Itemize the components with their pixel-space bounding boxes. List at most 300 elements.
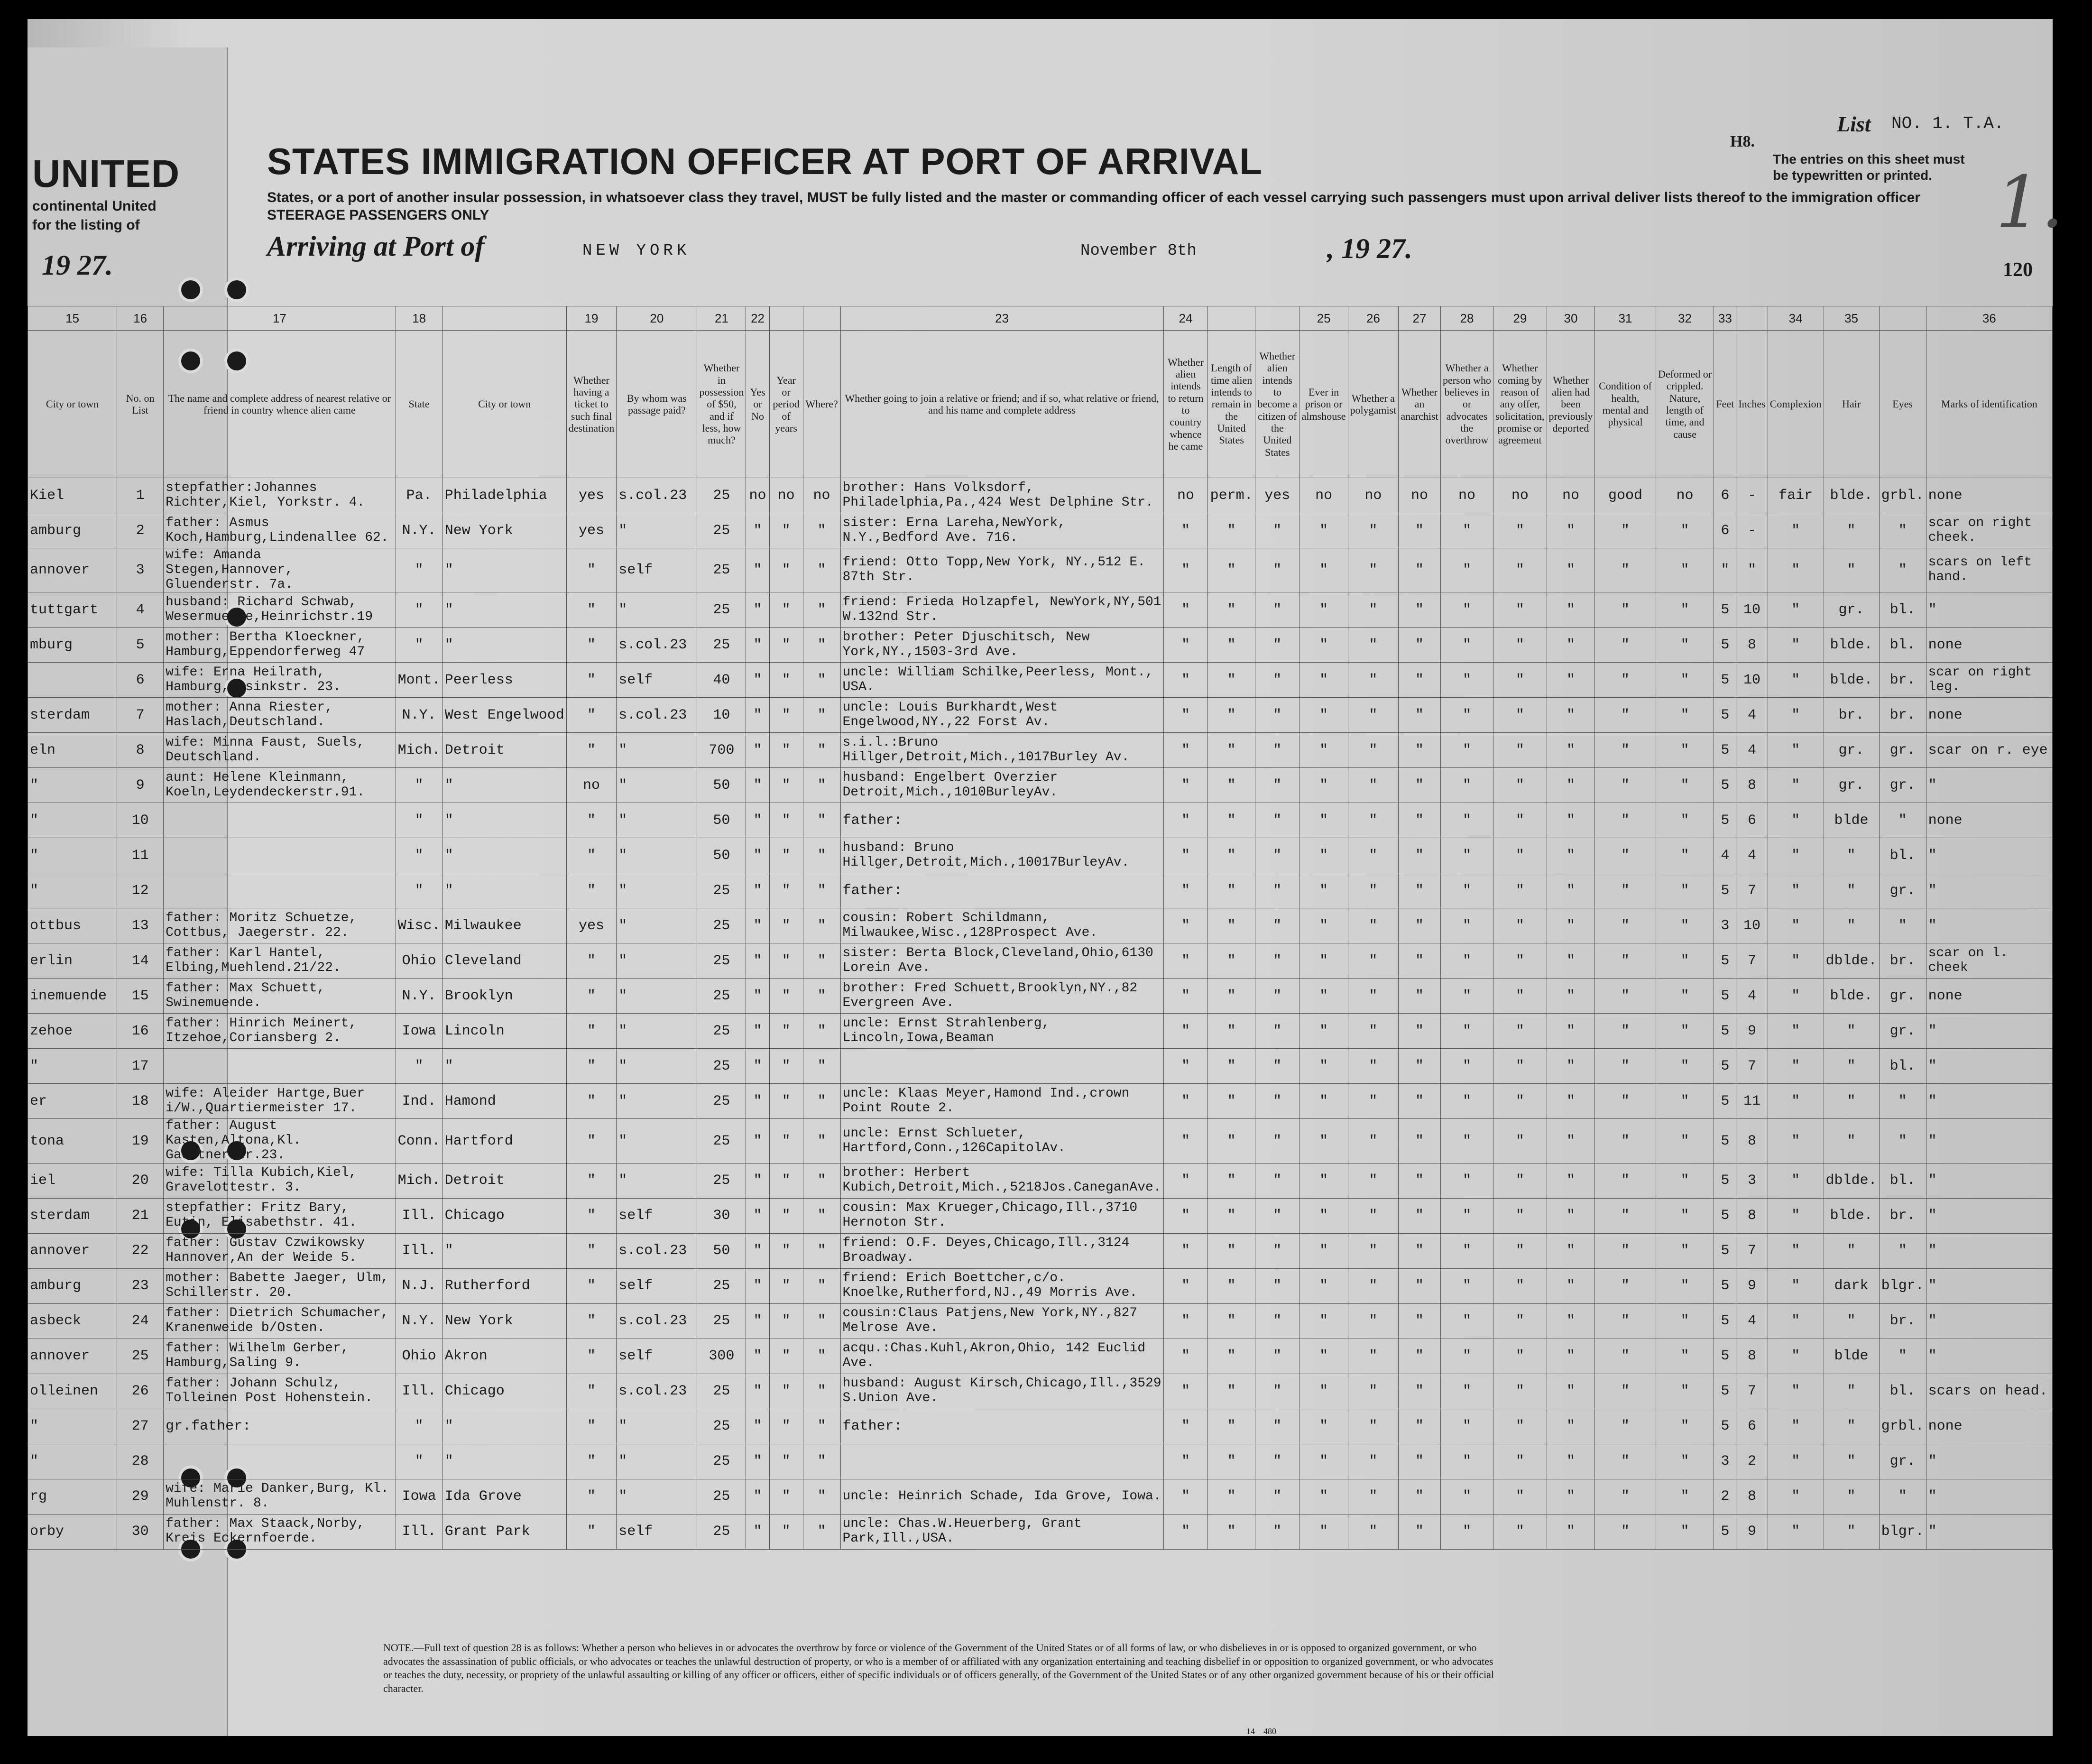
table-cell: " bbox=[396, 592, 442, 628]
table-cell: " bbox=[1299, 1268, 1348, 1303]
column-header: Yes or No bbox=[746, 331, 769, 478]
table-cell: " bbox=[769, 838, 803, 873]
table-cell: " bbox=[1399, 592, 1440, 628]
column-header: No. on List bbox=[117, 331, 164, 478]
table-cell: scar on right leg. bbox=[1926, 663, 2052, 698]
table-cell: " bbox=[617, 943, 697, 979]
punch-hole bbox=[224, 277, 249, 302]
table-cell: " bbox=[1493, 1163, 1547, 1198]
table-cell bbox=[164, 1049, 396, 1084]
table-cell: " bbox=[1255, 1198, 1299, 1233]
table-cell: " bbox=[1824, 1514, 1879, 1549]
table-cell: " bbox=[1547, 592, 1595, 628]
table-cell: 4 bbox=[1736, 979, 1768, 1014]
table-cell: " bbox=[1768, 1268, 1824, 1303]
table-cell: " bbox=[769, 943, 803, 979]
table-cell: " bbox=[769, 1119, 803, 1163]
table-cell: " bbox=[1440, 1339, 1493, 1374]
table-cell: " bbox=[1399, 838, 1440, 873]
table-cell: " bbox=[1595, 548, 1656, 592]
column-number: 22 bbox=[746, 306, 769, 331]
table-cell: " bbox=[1208, 943, 1255, 979]
table-cell: " bbox=[566, 663, 617, 698]
table-cell: " bbox=[396, 1444, 442, 1479]
table-cell: " bbox=[1255, 1514, 1299, 1549]
table-cell: " bbox=[442, 768, 566, 803]
table-cell: " bbox=[1163, 1339, 1208, 1374]
table-cell: " bbox=[1208, 628, 1255, 663]
table-cell: " bbox=[769, 548, 803, 592]
table-row bbox=[28, 478, 2053, 513]
table-cell: " bbox=[1348, 628, 1399, 663]
table-cell: " bbox=[1595, 1444, 1656, 1479]
table-cell: " bbox=[1440, 1233, 1493, 1268]
table-cell: " bbox=[1299, 733, 1348, 768]
table-cell: " bbox=[566, 1084, 617, 1119]
table-cell: " bbox=[1547, 1444, 1595, 1479]
table-cell: " bbox=[1493, 873, 1547, 908]
table-cell: " bbox=[566, 698, 617, 733]
table-cell: father: Johann Schulz, Tolleinen Post Hohenstein. bbox=[164, 1374, 396, 1409]
table-cell: " bbox=[1299, 1303, 1348, 1339]
table-cell: aunt: Helene Kleinmann, Koeln,Leydendeckerstr.91. bbox=[164, 768, 396, 803]
column-number: 18 bbox=[396, 306, 442, 331]
column-number: 20 bbox=[617, 306, 697, 331]
column-number bbox=[442, 306, 566, 331]
table-cell: 25 bbox=[697, 1049, 746, 1084]
table-cell: 25 bbox=[117, 1339, 164, 1374]
table-cell: " bbox=[1595, 592, 1656, 628]
table-cell: " bbox=[1299, 513, 1348, 548]
table-cell: " bbox=[1399, 548, 1440, 592]
table-cell: 5 bbox=[1714, 1233, 1736, 1268]
table-cell: " bbox=[769, 873, 803, 908]
table-cell: iel bbox=[28, 1163, 117, 1198]
table-cell: sister: Erna Lareha,NewYork, N.Y.,Bedford Ave. 716. bbox=[840, 513, 1163, 548]
table-cell: " bbox=[1255, 838, 1299, 873]
table-cell: 4 bbox=[1736, 838, 1768, 873]
table-cell: 6 bbox=[1714, 513, 1736, 548]
table-cell: " bbox=[1768, 768, 1824, 803]
typewritten-note-2: be typewritten or printed. bbox=[1773, 168, 1933, 183]
table-cell: mother: Anna Riester, Haslach,Deutschland. bbox=[164, 698, 396, 733]
table-cell: " bbox=[566, 1479, 617, 1514]
table-cell: " bbox=[1440, 873, 1493, 908]
table-cell: " bbox=[566, 548, 617, 592]
table-cell: " bbox=[617, 1444, 697, 1479]
table-cell: " bbox=[1163, 698, 1208, 733]
table-cell: 40 bbox=[697, 663, 746, 698]
table-cell: 3 bbox=[117, 548, 164, 592]
table-cell: " bbox=[1399, 698, 1440, 733]
table-cell: " bbox=[566, 592, 617, 628]
table-cell: s.i.l.:Bruno Hillger,Detroit,Mich.,1017Burley Av. bbox=[840, 733, 1163, 768]
table-cell: " bbox=[1926, 1268, 2052, 1303]
table-cell: " bbox=[1926, 1198, 2052, 1233]
table-cell: N.J. bbox=[396, 1268, 442, 1303]
table-cell: " bbox=[746, 768, 769, 803]
table-cell: " bbox=[1208, 733, 1255, 768]
table-cell: " bbox=[1440, 698, 1493, 733]
table-cell: no bbox=[1348, 478, 1399, 513]
table-cell: " bbox=[442, 1233, 566, 1268]
table-cell: wife: Amanda Stegen,Hannover, Gluenderstr. 7a. bbox=[164, 548, 396, 592]
table-cell: " bbox=[1208, 1339, 1255, 1374]
table-cell: " bbox=[803, 803, 840, 838]
table-cell: " bbox=[1547, 1049, 1595, 1084]
column-header: Complexion bbox=[1768, 331, 1824, 478]
table-cell: " bbox=[1768, 698, 1824, 733]
table-cell: rg bbox=[28, 1479, 117, 1514]
table-cell: " bbox=[617, 513, 697, 548]
table-cell: " bbox=[396, 838, 442, 873]
table-cell: father: Max Schuett, Swinemuende. bbox=[164, 979, 396, 1014]
column-header: Whether an anarchist bbox=[1399, 331, 1440, 478]
table-cell: " bbox=[617, 979, 697, 1014]
table-cell: amburg bbox=[28, 1268, 117, 1303]
footnote: NOTE.—Full text of question 28 is as follows: Whether a person who believes in or advocates the overthrow by force or violence of the Government of the United States or of all forms of law, or who disbelieves in or is opposed to organized government, or who advocates the assassination of public officials, or who advocates or teaches the unlawful destruction of property, or who is a member of or affiliated with any organization entertaining and teaching disbelief in or opposition to organized government, or who advocates or teaches the duty, necessity, or propriety of the unlawful assaulting or killing of any officer or officers, either of specific individuals or of officers generally, of the Government of the United States or of any other organized government because of his or their official character. bbox=[383, 1642, 1494, 1694]
table-cell: 2 bbox=[117, 513, 164, 548]
table-cell: husband: August Kirsch,Chicago,Ill.,3529 S.Union Ave. bbox=[840, 1374, 1163, 1409]
table-cell: " bbox=[28, 873, 117, 908]
table-cell: " bbox=[1926, 838, 2052, 873]
table-cell: s.col.23 bbox=[617, 1374, 697, 1409]
table-cell: " bbox=[1348, 548, 1399, 592]
column-number: 26 bbox=[1348, 306, 1399, 331]
table-cell: uncle: Klaas Meyer,Hamond Ind.,crown Point Route 2. bbox=[840, 1084, 1163, 1119]
table-cell: " bbox=[803, 1479, 840, 1514]
table-cell: s.col.23 bbox=[617, 698, 697, 733]
table-cell: " bbox=[1299, 803, 1348, 838]
table-cell: " bbox=[769, 733, 803, 768]
table-cell: " bbox=[1208, 838, 1255, 873]
punch-hole bbox=[178, 277, 203, 302]
table-cell: " bbox=[1255, 943, 1299, 979]
table-cell: 29 bbox=[117, 1479, 164, 1514]
table-cell: " bbox=[1547, 1479, 1595, 1514]
table-cell: 50 bbox=[697, 768, 746, 803]
column-header: Whether a polygamist bbox=[1348, 331, 1399, 478]
table-cell: brother: Herbert Kubich,Detroit,Mich.,5218Jos.CaneganAve. bbox=[840, 1163, 1163, 1198]
table-cell: " bbox=[1299, 1198, 1348, 1233]
table-cell: " bbox=[803, 1119, 840, 1163]
table-cell: " bbox=[1348, 1119, 1399, 1163]
table-cell: " bbox=[803, 1049, 840, 1084]
table-cell: sister: Berta Block,Cleveland,Ohio,6130 Lorein Ave. bbox=[840, 943, 1163, 979]
table-cell: " bbox=[1547, 663, 1595, 698]
table-cell: " bbox=[1879, 548, 1926, 592]
table-cell: 50 bbox=[697, 1233, 746, 1268]
table-cell: " bbox=[769, 1233, 803, 1268]
column-number: 34 bbox=[1768, 306, 1824, 331]
table-cell: " bbox=[617, 873, 697, 908]
table-cell: " bbox=[1255, 1233, 1299, 1268]
table-cell: " bbox=[803, 1014, 840, 1049]
table-cell: none bbox=[1926, 698, 2052, 733]
table-cell: wife: Marie Danker,Burg, Kl. Muhlenstr. 8. bbox=[164, 1479, 396, 1514]
table-cell: " bbox=[1768, 1479, 1824, 1514]
table-cell: " bbox=[746, 698, 769, 733]
table-cell: " bbox=[1348, 1014, 1399, 1049]
table-cell: " bbox=[442, 1409, 566, 1444]
table-cell: " bbox=[566, 838, 617, 873]
table-cell: " bbox=[769, 513, 803, 548]
table-cell: " bbox=[803, 1444, 840, 1479]
column-number: 19 bbox=[566, 306, 617, 331]
column-number: 35 bbox=[1824, 306, 1879, 331]
table-cell: " bbox=[1547, 1268, 1595, 1303]
left-line-1: continental United bbox=[32, 198, 157, 214]
table-cell: " bbox=[803, 873, 840, 908]
table-cell: " bbox=[1595, 1163, 1656, 1198]
table-cell: dblde. bbox=[1824, 943, 1879, 979]
table-cell: " bbox=[1493, 1374, 1547, 1409]
table-cell: ottbus bbox=[28, 908, 117, 943]
table-row bbox=[28, 513, 2053, 548]
table-row bbox=[28, 1303, 2053, 1339]
list-number: NO. 1. T.A. bbox=[1891, 114, 2004, 133]
table-cell: 25 bbox=[697, 1119, 746, 1163]
table-cell: " bbox=[1926, 1084, 2052, 1119]
table-cell: " bbox=[1926, 873, 2052, 908]
table-cell: 9 bbox=[117, 768, 164, 803]
table-cell: " bbox=[1255, 1163, 1299, 1198]
table-cell: " bbox=[1163, 979, 1208, 1014]
table-cell: " bbox=[1163, 1049, 1208, 1084]
table-cell: " bbox=[746, 548, 769, 592]
table-cell: " bbox=[746, 908, 769, 943]
table-cell: West Engelwood bbox=[442, 698, 566, 733]
table-cell: Lincoln bbox=[442, 1014, 566, 1049]
table-cell: 3 bbox=[1714, 1444, 1736, 1479]
table-cell: " bbox=[1208, 1014, 1255, 1049]
table-row bbox=[28, 908, 2053, 943]
table-cell: father: Dietrich Schumacher, Kranenweide b/Osten. bbox=[164, 1303, 396, 1339]
table-cell: " bbox=[1208, 513, 1255, 548]
column-header: Inches bbox=[1736, 331, 1768, 478]
table-cell: " bbox=[1440, 1119, 1493, 1163]
table-cell: " bbox=[1595, 768, 1656, 803]
table-cell: 25 bbox=[697, 1303, 746, 1339]
table-cell: " bbox=[1348, 979, 1399, 1014]
table-cell: Iowa bbox=[396, 1014, 442, 1049]
column-header: Whether coming by reason of any offer, solicitation, promise or agreement bbox=[1493, 331, 1547, 478]
table-cell: wife: Minna Faust, Suels, Deutschland. bbox=[164, 733, 396, 768]
table-cell: 14 bbox=[117, 943, 164, 979]
table-cell bbox=[164, 1444, 396, 1479]
table-cell: " bbox=[1348, 1084, 1399, 1119]
table-cell: " bbox=[1547, 513, 1595, 548]
table-cell: " bbox=[1299, 1119, 1348, 1163]
table-cell: " bbox=[1255, 1119, 1299, 1163]
table-cell: " bbox=[1656, 1339, 1714, 1374]
table-cell: no bbox=[1163, 478, 1208, 513]
table-row bbox=[28, 1198, 2053, 1233]
table-cell: " bbox=[803, 1198, 840, 1233]
table-cell: bl. bbox=[1879, 1374, 1926, 1409]
table-cell: " bbox=[1656, 663, 1714, 698]
table-cell: 3 bbox=[1736, 1163, 1768, 1198]
table-cell: 26 bbox=[117, 1374, 164, 1409]
table-cell: Iowa bbox=[396, 1479, 442, 1514]
table-cell: " bbox=[442, 1049, 566, 1084]
table-cell: 3 bbox=[1714, 908, 1736, 943]
table-cell: " bbox=[1299, 1233, 1348, 1268]
table-cell: " bbox=[746, 1514, 769, 1549]
table-cell: Mich. bbox=[396, 733, 442, 768]
table-cell: " bbox=[1399, 768, 1440, 803]
table-cell: 5 bbox=[1714, 873, 1736, 908]
table-cell: " bbox=[1656, 1014, 1714, 1049]
table-cell: " bbox=[1656, 1163, 1714, 1198]
table-cell: " bbox=[1208, 1119, 1255, 1163]
table-cell: 5 bbox=[1714, 768, 1736, 803]
table-cell: " bbox=[769, 803, 803, 838]
table-cell: " bbox=[803, 979, 840, 1014]
table-cell: " bbox=[1493, 1198, 1547, 1233]
table-cell: Ill. bbox=[396, 1198, 442, 1233]
table-cell: " bbox=[28, 838, 117, 873]
column-number bbox=[1208, 306, 1255, 331]
table-cell: scars on left hand. bbox=[1926, 548, 2052, 592]
table-cell: no bbox=[769, 478, 803, 513]
table-cell: " bbox=[1493, 838, 1547, 873]
table-cell: " bbox=[1824, 1014, 1879, 1049]
table-cell: New York bbox=[442, 1303, 566, 1339]
table-cell: 5 bbox=[1714, 1119, 1736, 1163]
table-cell: " bbox=[1824, 1479, 1879, 1514]
table-cell: gr. bbox=[1879, 768, 1926, 803]
table-cell: 300 bbox=[697, 1339, 746, 1374]
table-cell: 25 bbox=[697, 1444, 746, 1479]
table-cell: " bbox=[1348, 1303, 1399, 1339]
table-cell: " bbox=[803, 1409, 840, 1444]
table-cell: " bbox=[1208, 908, 1255, 943]
table-cell: 5 bbox=[1714, 803, 1736, 838]
table-cell: scar on r. eye bbox=[1926, 733, 2052, 768]
table-cell: " bbox=[1399, 943, 1440, 979]
table-cell: " bbox=[1399, 1374, 1440, 1409]
table-cell: " bbox=[1399, 1268, 1440, 1303]
table-cell: no bbox=[1440, 478, 1493, 513]
table-cell: " bbox=[1493, 908, 1547, 943]
table-cell: 8 bbox=[1736, 1339, 1768, 1374]
table-cell: " bbox=[1493, 1339, 1547, 1374]
table-cell: " bbox=[1926, 768, 2052, 803]
table-cell: " bbox=[1926, 908, 2052, 943]
table-cell: no bbox=[1547, 478, 1595, 513]
column-header: Whether alien intends to become a citizen of the United States bbox=[1255, 331, 1299, 478]
table-cell: father: bbox=[840, 873, 1163, 908]
table-cell: " bbox=[1656, 1084, 1714, 1119]
table-row bbox=[28, 979, 2053, 1014]
table-cell: " bbox=[617, 1163, 697, 1198]
table-cell: " bbox=[1493, 1268, 1547, 1303]
table-cell: 25 bbox=[697, 979, 746, 1014]
table-cell: 27 bbox=[117, 1409, 164, 1444]
manifest-sheet bbox=[28, 19, 2064, 1736]
table-cell: " bbox=[1768, 908, 1824, 943]
table-cell: 4 bbox=[1714, 838, 1736, 873]
table-cell: 30 bbox=[697, 1198, 746, 1233]
column-header: Condition of health, mental and physical bbox=[1595, 331, 1656, 478]
subtitle-line-1: States, or a port of another insular possession, in whatsoever class they travel, MUST be fully listed and the master or commanding officer of each vessel carrying such passengers must upon arrival deliver lists thereof to the immigration officer bbox=[267, 190, 1920, 205]
table-cell: " bbox=[1768, 1049, 1824, 1084]
table-cell: " bbox=[1768, 548, 1824, 592]
table-cell bbox=[164, 838, 396, 873]
left-line-2: for the listing of bbox=[32, 217, 140, 233]
table-cell: N.Y. bbox=[396, 513, 442, 548]
table-cell: " bbox=[1440, 1084, 1493, 1119]
table-cell: 5 bbox=[1714, 979, 1736, 1014]
table-cell: " bbox=[746, 1409, 769, 1444]
table-cell: " bbox=[1163, 1514, 1208, 1549]
column-number: 36 bbox=[1926, 306, 2052, 331]
table-cell: " bbox=[1768, 1514, 1824, 1549]
table-cell: 10 bbox=[1736, 592, 1768, 628]
table-cell: 25 bbox=[697, 1268, 746, 1303]
table-cell: no bbox=[1493, 478, 1547, 513]
table-cell: tuttgart bbox=[28, 592, 117, 628]
table-cell: " bbox=[1595, 908, 1656, 943]
table-cell: " bbox=[1255, 768, 1299, 803]
table-cell: Brooklyn bbox=[442, 979, 566, 1014]
table-cell: 25 bbox=[697, 1014, 746, 1049]
table-cell: " bbox=[1714, 548, 1736, 592]
table-cell: " bbox=[1208, 1514, 1255, 1549]
table-cell: 17 bbox=[117, 1049, 164, 1084]
table-cell: " bbox=[1656, 1233, 1714, 1268]
table-cell: " bbox=[1163, 1409, 1208, 1444]
table-cell: 5 bbox=[117, 628, 164, 663]
table-cell: " bbox=[1595, 873, 1656, 908]
table-cell: " bbox=[1656, 1444, 1714, 1479]
table-cell: 5 bbox=[1714, 733, 1736, 768]
table-cell: " bbox=[1768, 1374, 1824, 1409]
table-cell: " bbox=[1440, 1163, 1493, 1198]
table-cell: uncle: William Schilke,Peerless, Mont., USA. bbox=[840, 663, 1163, 698]
table-cell: " bbox=[1299, 592, 1348, 628]
table-cell: 6 bbox=[1736, 803, 1768, 838]
table-cell: " bbox=[1547, 943, 1595, 979]
table-cell: Conn. bbox=[396, 1119, 442, 1163]
table-cell: 30 bbox=[117, 1514, 164, 1549]
table-cell: " bbox=[1208, 873, 1255, 908]
table-cell: " bbox=[1595, 1119, 1656, 1163]
table-cell: " bbox=[1299, 943, 1348, 979]
page-title: STATES IMMIGRATION OFFICER AT PORT OF ARRIVAL bbox=[267, 140, 1263, 182]
table-cell: father: Gustav Czwikowsky Hannover,An der Weide 5. bbox=[164, 1233, 396, 1268]
table-row bbox=[28, 873, 2053, 908]
column-number: 28 bbox=[1440, 306, 1493, 331]
table-cell: " bbox=[1299, 838, 1348, 873]
table-row bbox=[28, 1119, 2053, 1163]
table-cell: " bbox=[1547, 768, 1595, 803]
table-cell: " bbox=[1595, 943, 1656, 979]
table-cell: no bbox=[1299, 478, 1348, 513]
table-cell: " bbox=[769, 1479, 803, 1514]
table-cell: " bbox=[1656, 979, 1714, 1014]
table-cell: 25 bbox=[697, 1163, 746, 1198]
table-cell: scar on l. cheek bbox=[1926, 943, 2052, 979]
table-cell: " bbox=[1656, 1479, 1714, 1514]
table-cell: " bbox=[1547, 1163, 1595, 1198]
table-cell: " bbox=[1824, 1119, 1879, 1163]
table-cell: " bbox=[1768, 1084, 1824, 1119]
table-cell: 7 bbox=[117, 698, 164, 733]
table-cell: " bbox=[1879, 1233, 1926, 1268]
table-cell: 7 bbox=[1736, 873, 1768, 908]
